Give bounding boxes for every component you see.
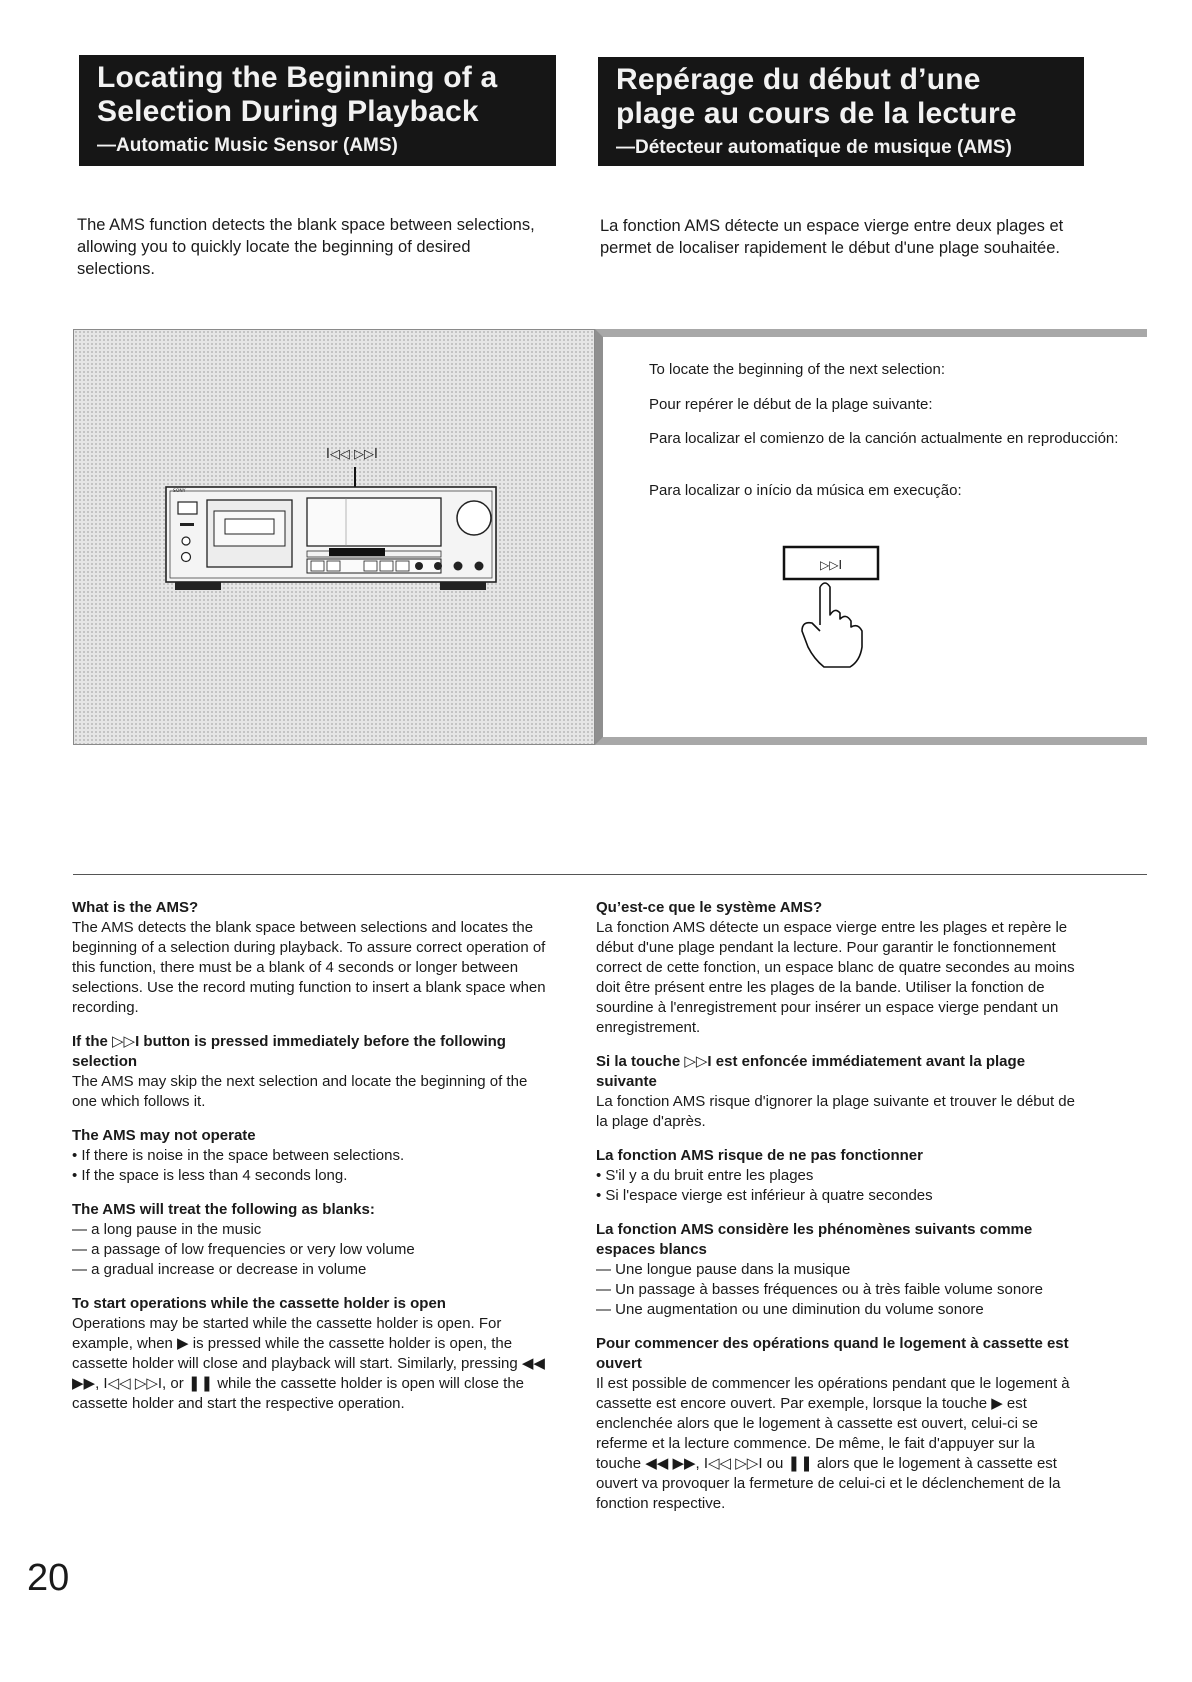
list-item: • Si l'espace vierge est inférieur à quatre secondes xyxy=(596,1187,933,1204)
title-en-line2: Selection During Playback xyxy=(97,95,479,128)
deck-illustration xyxy=(73,329,595,745)
instruction-pt: Para localizar o início da música em execução: xyxy=(649,482,962,499)
title-fr-line1: Repérage du début d’une xyxy=(616,63,981,96)
subtitle-en: —Automatic Music Sensor (AMS) xyxy=(97,135,398,156)
cassette-deck-drawing xyxy=(74,330,594,744)
ams-buttons-label: I◁◁ ▷▷I xyxy=(326,447,378,462)
heading-what-en: What is the AMS? xyxy=(72,899,199,916)
body-open-en: Operations may be started while the cassette holder is open. For example, when ▶ is pressed while the cassette holder is open, the cassette holder will close and playback will start. Similarly, pressing ◀◀ ▶▶, I◁◁ ▷▷I, or ❚❚ while the cassette holder is open will close the cassette holder and start the respective operation. xyxy=(72,1315,545,1412)
instruction-en: To locate the beginning of the next selection: xyxy=(649,361,946,378)
body-open-fr: Il est possible de commencer les opérations pendant que le logement à cassette est encore ouvert. Par exemple, lorsque la touche ▶ est enclenchée alors que le logement à cassette est ouvert, celui-ci se referme et la lecture commence. De même, le fait d'appuyer sur la touche ◀◀ ▶▶, I◁◁ ▷▷I ou ❚❚ alors que le logement à cassette est ouvert va provoquer la fermeture de celui-ci et le déclenchement de la fonction respective. xyxy=(596,1375,1070,1512)
instruction-es: Para localizar el comienzo de la canción actualmente en reproducción: xyxy=(649,430,1119,447)
list-item: — a gradual increase or decrease in volume xyxy=(72,1261,367,1278)
list-item: — Un passage à basses fréquences ou à très faible volume sonore xyxy=(596,1281,1043,1298)
body-pressed-fr: La fonction AMS risque d'ignorer la plage suivante et trouver le début de la plage d'après. xyxy=(596,1093,1075,1130)
heading-open-en: To start operations while the cassette holder is open xyxy=(72,1295,446,1312)
heading-blanks-fr: La fonction AMS considère les phénomènes suivants comme espaces blancs xyxy=(596,1221,1033,1258)
list-item: — Une longue pause dans la musique xyxy=(596,1261,851,1278)
body-pressed-en: The AMS may skip the next selection and locate the beginning of the one which follows it. xyxy=(72,1073,528,1110)
instruction-fr: Pour repérer le début de la plage suivante: xyxy=(649,396,933,413)
section-divider xyxy=(73,874,1147,875)
page-number: 20 xyxy=(27,1557,70,1599)
next-button-symbol: ▷▷I xyxy=(820,558,842,572)
title-fr xyxy=(598,57,1084,166)
subtitle-fr: —Détecteur automatique de musique (AMS) xyxy=(616,137,1012,158)
list-item: • If there is noise in the space between selections. xyxy=(72,1147,405,1164)
title-en xyxy=(79,55,556,166)
column-en xyxy=(72,898,552,1428)
instruction-panel xyxy=(595,329,1147,745)
list-item: • S'il y a du bruit entre les plages xyxy=(596,1167,814,1184)
list-item: — a long pause in the music xyxy=(72,1221,262,1238)
heading-open-fr: Pour commencer des opérations quand le logement à cassette est ouvert xyxy=(596,1335,1069,1372)
heading-pressed-en: If the ▷▷I button is pressed immediately before the following selection xyxy=(72,1033,506,1070)
heading-notop-en: The AMS may not operate xyxy=(72,1127,256,1144)
heading-what-fr: Qu’est-ce que le système AMS? xyxy=(596,899,823,916)
body-what-en: The AMS detects the blank space between selections and locates the beginning of a selection during playback. To assure correct operation of this function, there must be a blank of 4 seconds or longer between selections. Use the record muting function to insert a blank space when recording. xyxy=(72,919,546,1016)
intro-en: The AMS function detects the blank space between selections, allowing you to quickly locate the beginning of desired selections. xyxy=(77,216,535,278)
intro-fr: La fonction AMS détecte un espace vierge entre deux plages et permet de localiser rapidement le début d'une plage souhaitée. xyxy=(600,217,1064,257)
heading-notop-fr: La fonction AMS risque de ne pas fonctionner xyxy=(596,1147,923,1164)
column-fr xyxy=(596,898,1080,1528)
title-fr-line2: plage au cours de la lecture xyxy=(616,97,1017,130)
heading-blanks-en: The AMS will treat the following as blanks: xyxy=(72,1201,375,1218)
list-item: — Une augmentation ou une diminution du volume sonore xyxy=(596,1301,984,1318)
brand-label: SONY xyxy=(173,489,186,494)
heading-pressed-fr: Si la touche ▷▷I est enfoncée immédiatement avant la plage suivante xyxy=(596,1053,1026,1090)
title-en-line1: Locating the Beginning of a xyxy=(97,61,498,94)
finger-press-drawing xyxy=(780,543,920,683)
body-what-fr: La fonction AMS détecte un espace vierge entre les plages et repère le début d'une plage pendant la lecture. Pour garantir le fonctionnement correct de cette fonction, un espace blanc de quatre secondes au moins doit être présent entre les plages de la bande. Utiliser la fonction de sourdine à l'enregistrement pour insérer un espace vierge pendant un enregistrement. xyxy=(596,919,1075,1036)
list-item: — a passage of low frequencies or very low volume xyxy=(72,1241,415,1258)
list-item: • If the space is less than 4 seconds long. xyxy=(72,1167,348,1184)
